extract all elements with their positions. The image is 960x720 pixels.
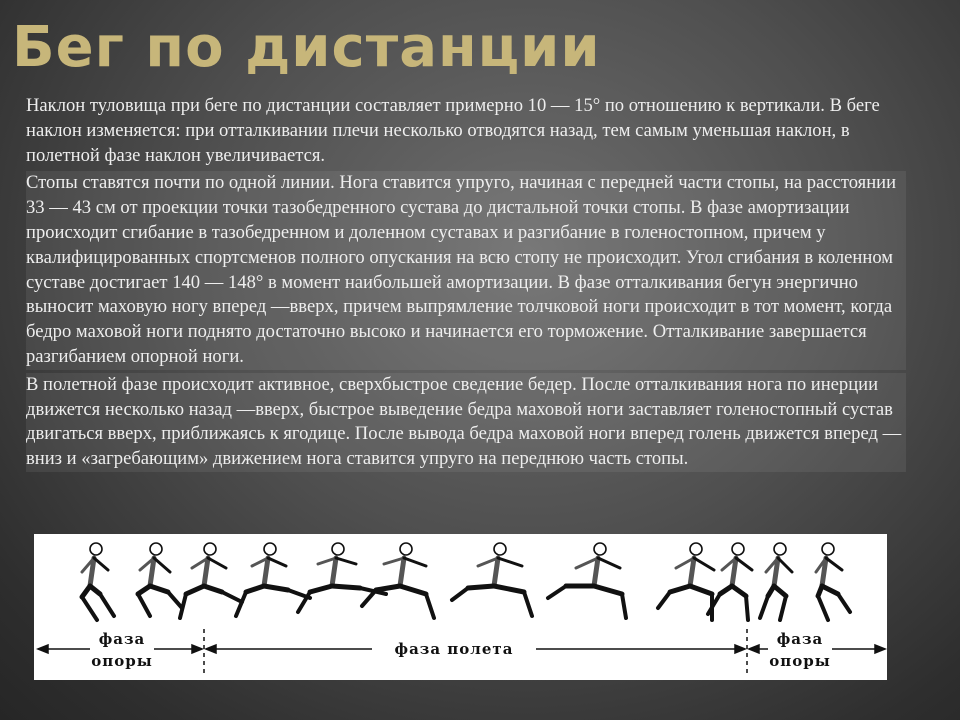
runner-sequence (82, 543, 850, 620)
runner-figure (708, 543, 752, 620)
paragraph-torso-lean: Наклон туловища при беге по дистанции составляет примерно 10 — 15° по отношению к вертикали. В беге наклон изменяется: при отталкивании плечи несколько отводятся назад, тем самым уменьшая наклон, в полетной фазе наклон увеличивается. (26, 95, 880, 166)
arrowhead (192, 645, 202, 653)
arrowhead (206, 645, 216, 653)
runner-figure (760, 543, 792, 620)
runner-figure (658, 543, 714, 620)
arrowhead (38, 645, 48, 653)
paragraph-foot-placement: Стопы ставятся почти по одной линии. Нога ставится упруго, начиная с передней части стопы, на расстоянии 33 — 43 см от проекции точки тазобедренного сустава до дистальной точки стопы. В фазе амортизации происходит сгибание в тазобедренном и доленном суставах и разгибание в голеностопном, причем у квалифицированных спортсменов полного опускания на всю стопу не происходит. Угол сгибания в коленном суставе достигает 140 — 148° в момент наибольшей амортизации. В фазе отталкивания бегун энергично выносит маховую ногу вперед —вверх, причем выпрямление толчковой ноги происходит в тот момент, когда бедро маховой ноги поднято достаточно высоко и начинается его торможение. Отталкивание завершается разгибанием опорной ноги. (26, 171, 906, 369)
runner-figure (452, 543, 532, 616)
runner-figure (180, 543, 242, 618)
runner-figure (82, 543, 114, 620)
runner-figure (816, 543, 850, 620)
support-phase-label-right-line1: фаза (776, 630, 824, 648)
running-phases-diagram (34, 534, 887, 680)
flight-phase-label: фаза полета (394, 640, 514, 658)
slide-title: Бег по дистанции (12, 15, 601, 80)
arrowhead (749, 645, 759, 653)
runner-figure (362, 543, 434, 618)
slide-body (26, 94, 906, 472)
runner-figure (138, 543, 182, 616)
arrowhead (735, 645, 745, 653)
runner-figure (298, 543, 386, 612)
paragraph-flight-phase: В полетной фазе происходит активное, сверхбыстрое сведение бедер. После отталкивания нога по инерции движется несколько назад —вверх, быстрое выведение бедра маховой ноги заставляет голеностопный сустав двигаться вверх, приближаясь к ягодице. После вывода бедра маховой ноги вперед голень движется вперед — вниз и «загребающим» движением нога ставится упруго на переднюю часть стопы. (26, 373, 906, 472)
arrowhead (875, 645, 885, 653)
support-phase-label-left-line2: опоры (91, 652, 153, 670)
support-phase-label-left-line1: фаза (98, 630, 146, 648)
runner-figure (236, 543, 310, 616)
running-phases-figure (34, 534, 887, 680)
runner-figure (548, 543, 626, 618)
support-phase-label-right-line2: опоры (769, 652, 831, 670)
